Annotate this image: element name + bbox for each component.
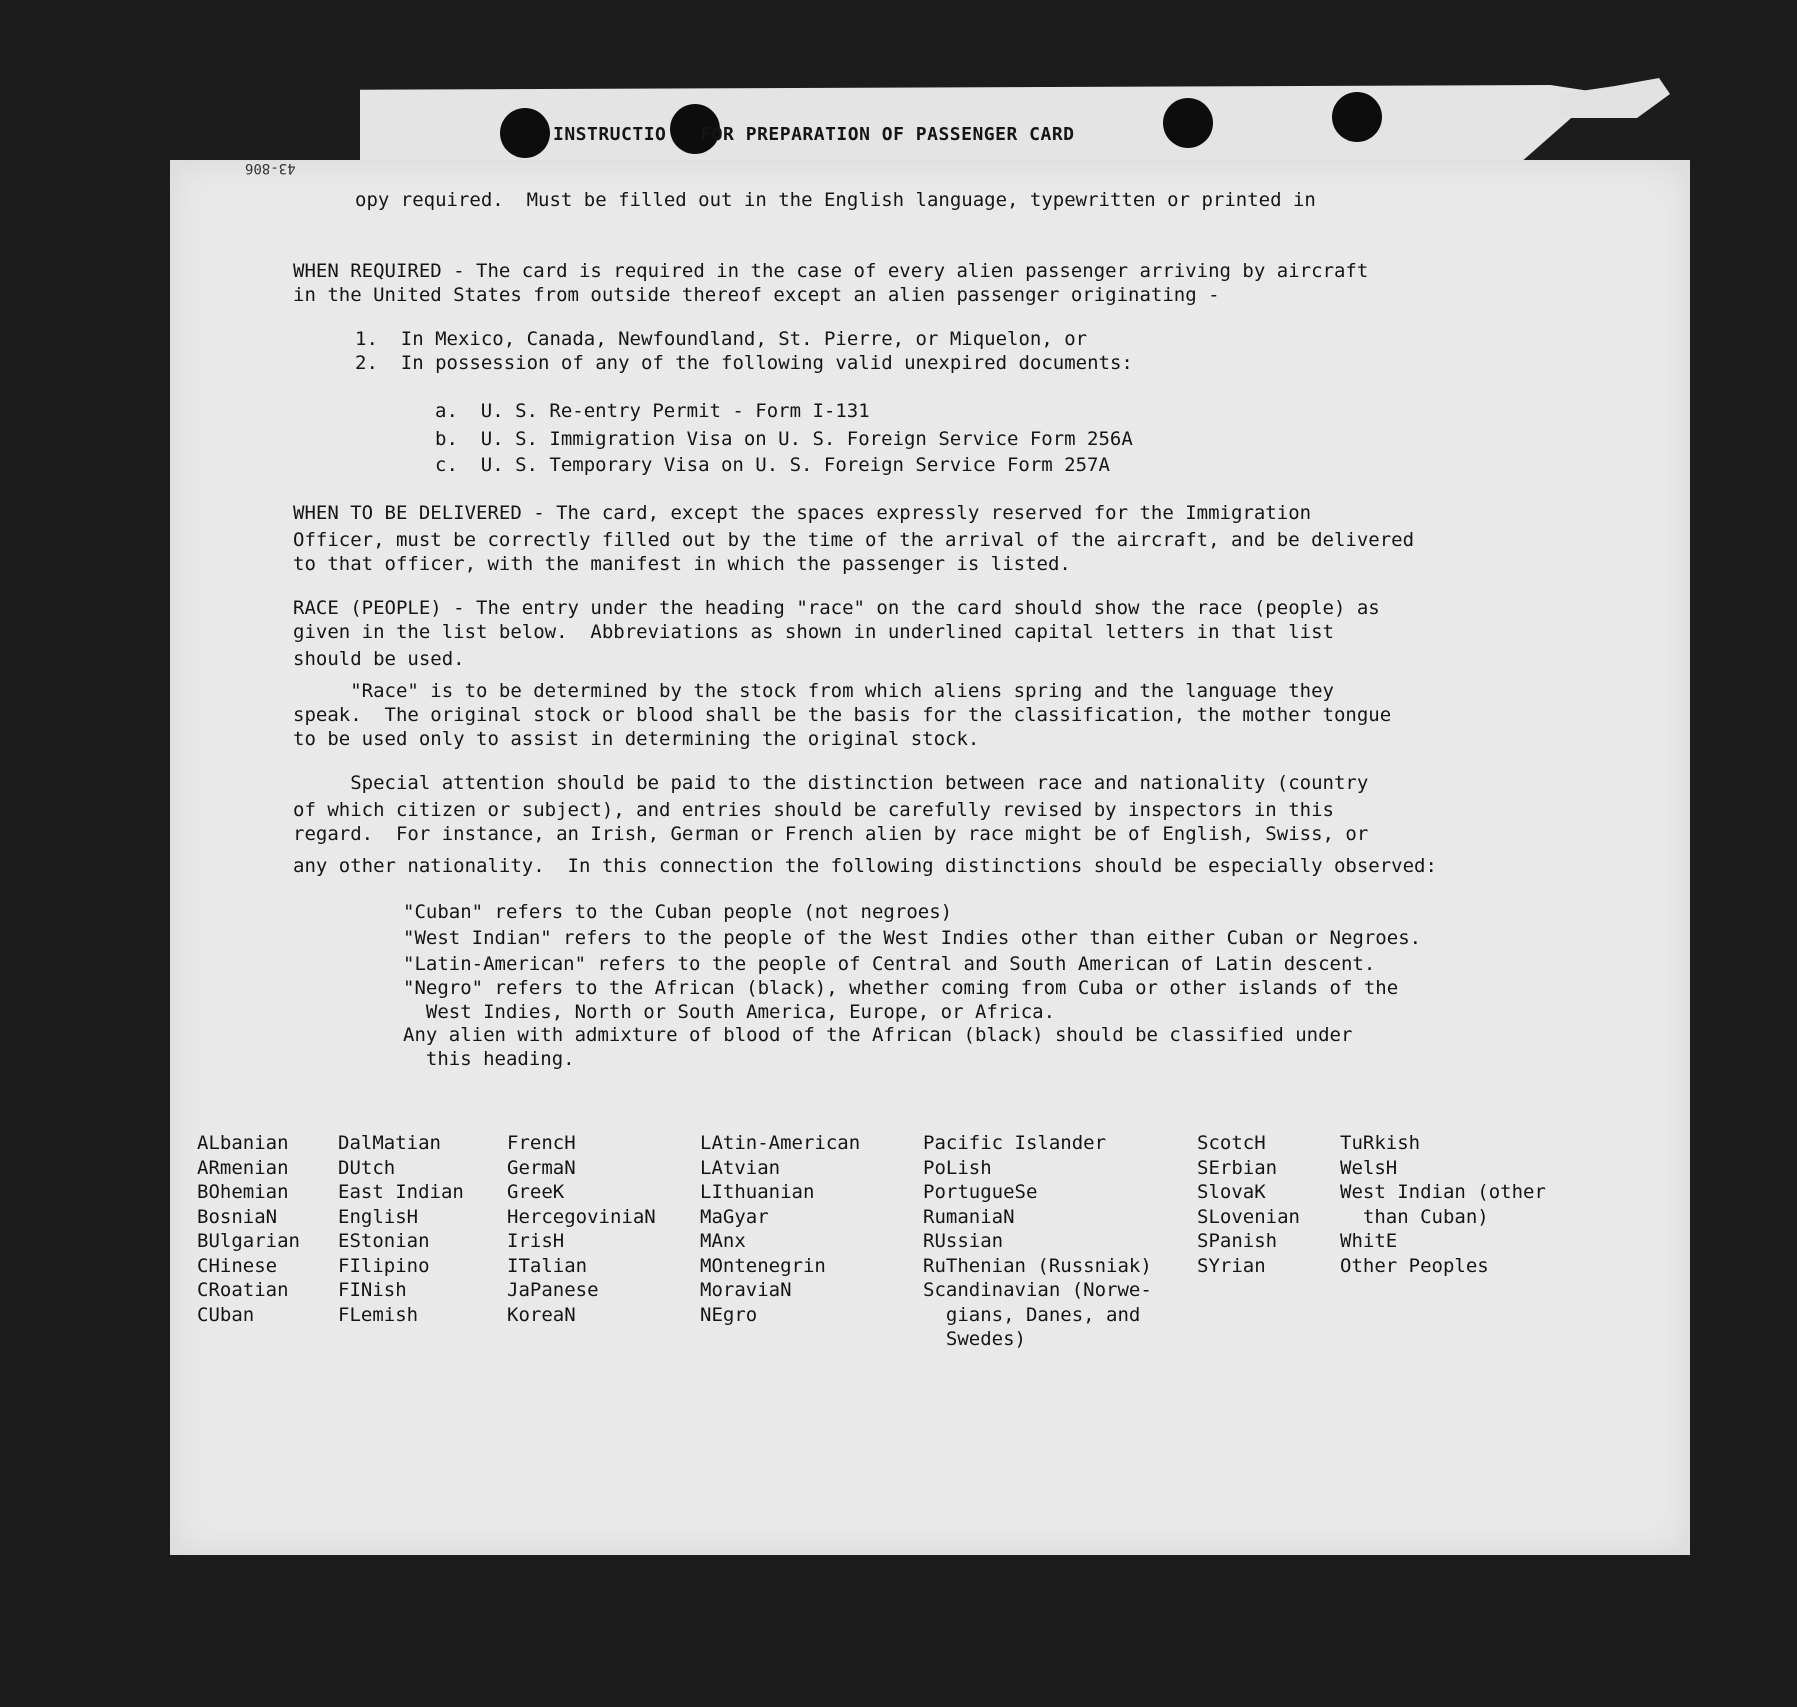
race-list-item: LAtvian: [700, 1156, 781, 1179]
race-list-item: NEgro: [700, 1303, 758, 1326]
race-list-item: MoraviaN: [700, 1279, 792, 1301]
race-list-item: Scandinavian (Norwe-: [923, 1279, 1152, 1301]
race-list-item: East Indian: [338, 1181, 464, 1203]
race-list-item: CRoatian: [197, 1279, 289, 1301]
race-definition-line: speak. The original stock or blood shall be the basis for the classification, the mother tongue: [293, 704, 1392, 726]
race-list-item: RUssian: [923, 1230, 1004, 1252]
distinction-line: West Indies, North or South America, Europe, or Africa.: [403, 1001, 1056, 1023]
page-title: INSTRUCTIO FOR PREPARATION OF PASSENGER CARD: [553, 124, 1075, 145]
race-list-item: EStonian: [338, 1230, 430, 1252]
race-intro-line: given in the list below. Abbreviations as shown in underlined capital letters in that list: [293, 621, 1334, 643]
distinction-line: this heading.: [403, 1048, 575, 1070]
race-list-column: [338, 1131, 464, 1327]
race-list-item: RuThenian (Russniak): [923, 1254, 1152, 1277]
race-list-item: JaPanese: [507, 1279, 599, 1301]
race-list-item: BUlgarian: [197, 1230, 300, 1252]
race-list-item: WhitE: [1340, 1230, 1398, 1252]
race-intro-line: RACE (PEOPLE) - The entry under the heading "race" on the card should show the race (people) as: [293, 597, 1380, 619]
race-list-item: Other Peoples: [1340, 1254, 1489, 1277]
race-list-item: LIthuanian: [700, 1181, 815, 1203]
race-list-item: BOhemian: [197, 1181, 289, 1203]
punch-hole: [1163, 98, 1213, 148]
race-list-item: West Indian (other: [1340, 1181, 1546, 1203]
race-list-item: SlovaK: [1197, 1181, 1266, 1203]
race-list-column: [197, 1131, 300, 1327]
race-list-column: [923, 1131, 1152, 1352]
race-list-item: ScotcH: [1197, 1132, 1266, 1154]
race-definition-line: to be used only to assist in determining the original stock.: [293, 728, 980, 750]
punch-hole: [500, 108, 550, 158]
document-stamp: 43-806: [245, 160, 296, 176]
distinction-line: "Latin-American" refers to the people of Central and South American of Latin descent.: [403, 953, 1376, 975]
race-list-item: BosniaN: [197, 1205, 278, 1228]
race-list-item: GreeK: [507, 1181, 565, 1203]
race-list-column: [1340, 1131, 1546, 1278]
race-list-item: SPanish: [1197, 1230, 1278, 1252]
race-list-item: LAtin-American: [700, 1132, 861, 1154]
race-list-item: SErbian: [1197, 1156, 1278, 1179]
distinction-line: Any alien with admixture of blood of the African (black) should be classified under: [403, 1024, 1353, 1046]
race-list-item: CUban: [197, 1303, 255, 1326]
race-list-item: EnglisH: [338, 1205, 419, 1228]
race-list-column: [507, 1131, 656, 1327]
when-delivered-line: WHEN TO BE DELIVERED - The card, except the spaces expressly reserved for the Immigration: [293, 502, 1312, 524]
special-attention-line: any other nationality. In this connection the following distinctions should be especially observed:: [293, 855, 1437, 877]
race-list-item: KoreaN: [507, 1303, 576, 1326]
race-list-item: PoLish: [923, 1156, 992, 1179]
race-list-column: [1197, 1131, 1300, 1278]
race-list-item: gians, Danes, and: [923, 1303, 1141, 1326]
race-list-item: WelsH: [1340, 1156, 1398, 1179]
race-list-item: MAnx: [700, 1230, 746, 1252]
race-list-item: PortugueSe: [923, 1181, 1038, 1203]
distinction-line: "Negro" refers to the African (black), whether coming from Cuba or other islands of the: [403, 977, 1399, 999]
document-item: c. U. S. Temporary Visa on U. S. Foreign Service Form 257A: [435, 454, 1110, 476]
race-list-item: ARmenian: [197, 1156, 289, 1179]
special-attention-line: of which citizen or subject), and entries should be carefully revised by inspectors in this: [293, 799, 1334, 821]
race-list-item: MOntenegrin: [700, 1254, 826, 1277]
punch-hole: [1332, 92, 1382, 142]
race-list-item: SYrian: [1197, 1254, 1266, 1277]
race-list-item: FIlipino: [338, 1254, 430, 1277]
document-item: b. U. S. Immigration Visa on U. S. Foreign Service Form 256A: [435, 428, 1133, 450]
race-list-item: DUtch: [338, 1156, 396, 1179]
race-list-item: FINish: [338, 1279, 407, 1301]
race-intro-line: should be used.: [293, 648, 465, 670]
paper-torn-edge: [1560, 78, 1670, 118]
race-list-item: TuRkish: [1340, 1132, 1421, 1154]
race-list-item: IrisH: [507, 1230, 565, 1252]
origin-item: 1. In Mexico, Canada, Newfoundland, St. Pierre, or Miquelon, or: [355, 328, 1088, 350]
race-list-item: CHinese: [197, 1254, 278, 1277]
race-list-item: RumaniaN: [923, 1205, 1015, 1228]
race-list-item: than Cuban): [1340, 1205, 1489, 1228]
race-list-item: Swedes): [923, 1328, 1026, 1350]
when-delivered-line: to that officer, with the manifest in which the passenger is listed.: [293, 553, 1071, 575]
race-list-item: SLovenian: [1197, 1205, 1300, 1228]
race-list-item: FLemish: [338, 1303, 419, 1326]
race-list-column: [700, 1131, 860, 1327]
race-definition-line: "Race" is to be determined by the stock from which aliens spring and the language they: [293, 680, 1334, 702]
race-list-item: HercegoviniaN: [507, 1205, 656, 1228]
special-attention-line: regard. For instance, an Irish, German or French alien by race might be of English, Swiss, or: [293, 823, 1369, 845]
distinction-line: "West Indian" refers to the people of the West Indies other than either Cuban or Negroes.: [403, 927, 1422, 949]
race-list-item: ITalian: [507, 1254, 588, 1277]
race-list-item: ALbanian: [197, 1132, 289, 1154]
when-delivered-line: Officer, must be correctly filled out by the time of the arrival of the aircraft, and be delivered: [293, 529, 1415, 551]
race-list-item: GermaN: [507, 1156, 576, 1179]
race-list-item: DalMatian: [338, 1132, 441, 1154]
when-required-line: in the United States from outside thereof except an alien passenger originating -: [293, 284, 1220, 306]
race-list-item: Pacific Islander: [923, 1132, 1107, 1154]
race-list-item: FrencH: [507, 1132, 576, 1154]
origin-item: 2. In possession of any of the following valid unexpired documents:: [355, 352, 1133, 374]
distinction-line: "Cuban" refers to the Cuban people (not negroes): [403, 901, 953, 923]
document-item: a. U. S. Re-entry Permit - Form I-131: [435, 400, 870, 422]
when-required-line: WHEN REQUIRED - The card is required in the case of every alien passenger arriving by aircraft: [293, 260, 1369, 282]
race-list-item: MaGyar: [700, 1205, 769, 1228]
special-attention-line: Special attention should be paid to the distinction between race and nationality (country: [293, 772, 1369, 794]
intro-line: opy required. Must be filled out in the English language, typewritten or printed in: [355, 189, 1316, 211]
